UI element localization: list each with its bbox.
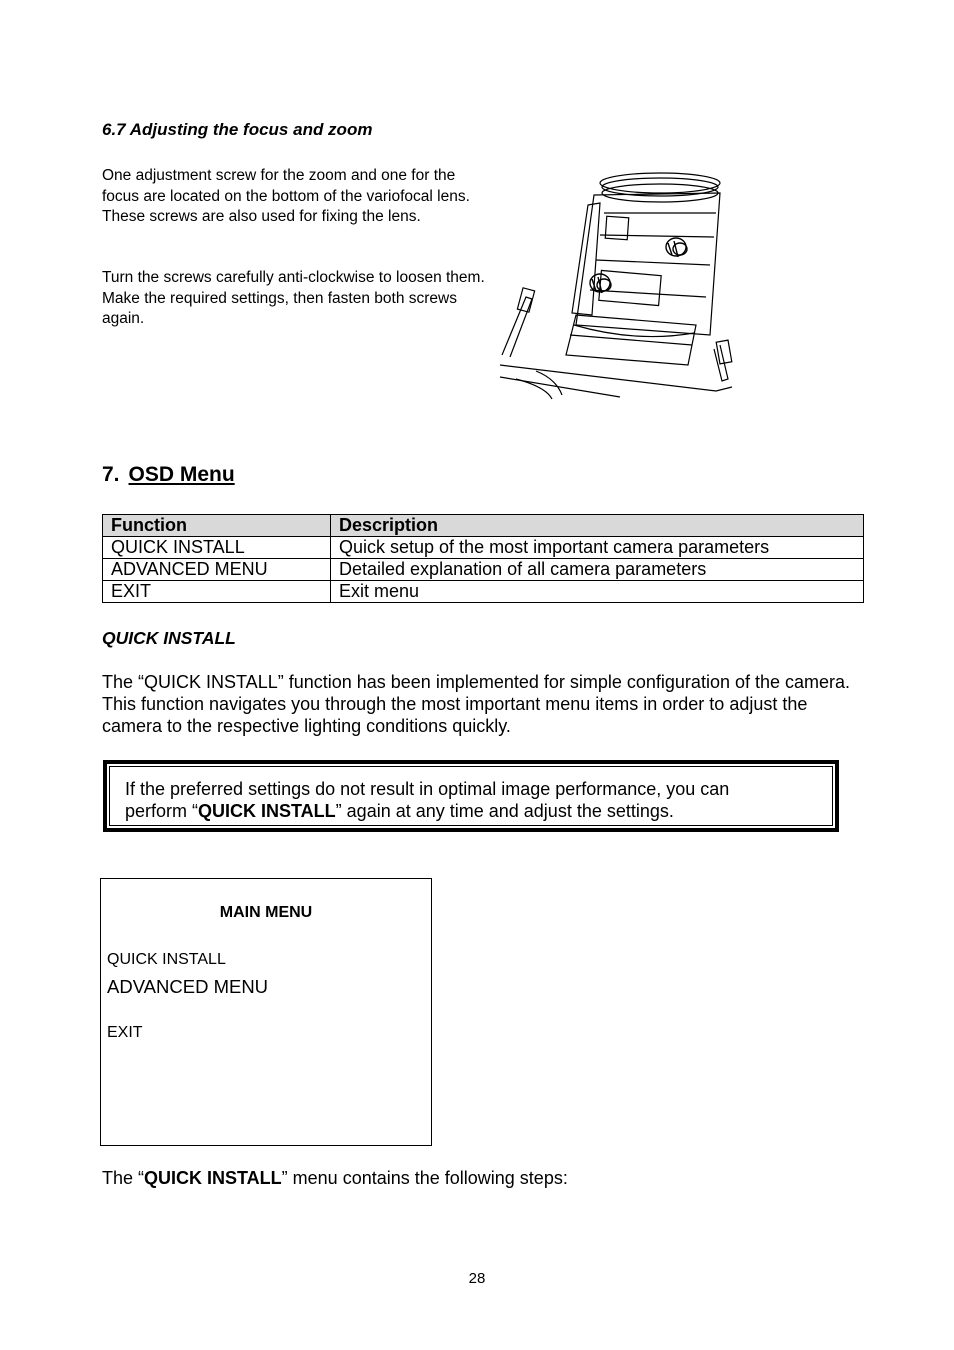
menu-item-exit: EXIT	[107, 1024, 143, 1041]
note-line-1: If the preferred settings do not result in optimal image performance, you can	[125, 779, 730, 799]
table-header-description: Description	[331, 515, 864, 537]
menu-item-quick-install: QUICK INSTALL	[107, 951, 226, 968]
quick-install-heading: QUICK INSTALL	[102, 628, 236, 648]
section-6-7-paragraph-2: Turn the screws carefully anti-clockwise to loosen them. Make the required settings, then fasten both screws again.	[102, 269, 485, 327]
steps-bold-text: QUICK INSTALL	[144, 1168, 282, 1188]
section-heading-6-7: 6.7 Adjusting the focus and zoom	[102, 120, 373, 139]
steps-text: The “	[102, 1168, 145, 1188]
main-menu-screen	[100, 878, 432, 1146]
table-cell-function: ADVANCED MENU	[103, 559, 331, 581]
note-line-2	[125, 800, 817, 822]
table-row	[103, 537, 864, 559]
table-row	[103, 581, 864, 603]
varifocal-lens-illustration	[496, 165, 746, 401]
section-number: 7.	[102, 463, 120, 486]
table-cell-function: EXIT	[103, 581, 331, 603]
table-cell-description: Exit menu	[331, 581, 864, 603]
table-header-function: Function	[103, 515, 331, 537]
table-cell-function: QUICK INSTALL	[103, 537, 331, 559]
note-text: perform “	[125, 801, 199, 821]
menu-item-advanced-menu: ADVANCED MENU	[107, 976, 269, 997]
section-heading-7	[102, 463, 235, 487]
main-menu-title: MAIN MENU	[219, 904, 313, 921]
page-number: 28	[468, 1270, 486, 1287]
steps-intro-paragraph	[102, 1168, 568, 1189]
steps-text: ” menu contains the following steps:	[281, 1168, 568, 1188]
section-title: OSD Menu	[128, 463, 235, 486]
quick-install-paragraph: The “QUICK INSTALL” function has been implemented for simple configuration of the camera. This function navigates you through the most important menu items in order to adjust the camera to the respective lighting conditions quickly.	[102, 672, 851, 736]
table-header-row	[103, 515, 864, 537]
table-cell-description: Quick setup of the most important camera parameters	[331, 537, 864, 559]
section-6-7-paragraph-1: One adjustment screw for the zoom and one for the focus are located on the bottom of the variofocal lens. These screws are also used for fixing the lens.	[102, 167, 470, 225]
osd-function-table	[102, 514, 864, 603]
table-cell-description: Detailed explanation of all camera parameters	[331, 559, 864, 581]
note-bold-text: QUICK INSTALL	[198, 801, 336, 821]
note-box	[103, 760, 839, 832]
note-text: ” again at any time and adjust the settings.	[335, 801, 674, 821]
note-content	[109, 766, 833, 826]
table-row	[103, 559, 864, 581]
